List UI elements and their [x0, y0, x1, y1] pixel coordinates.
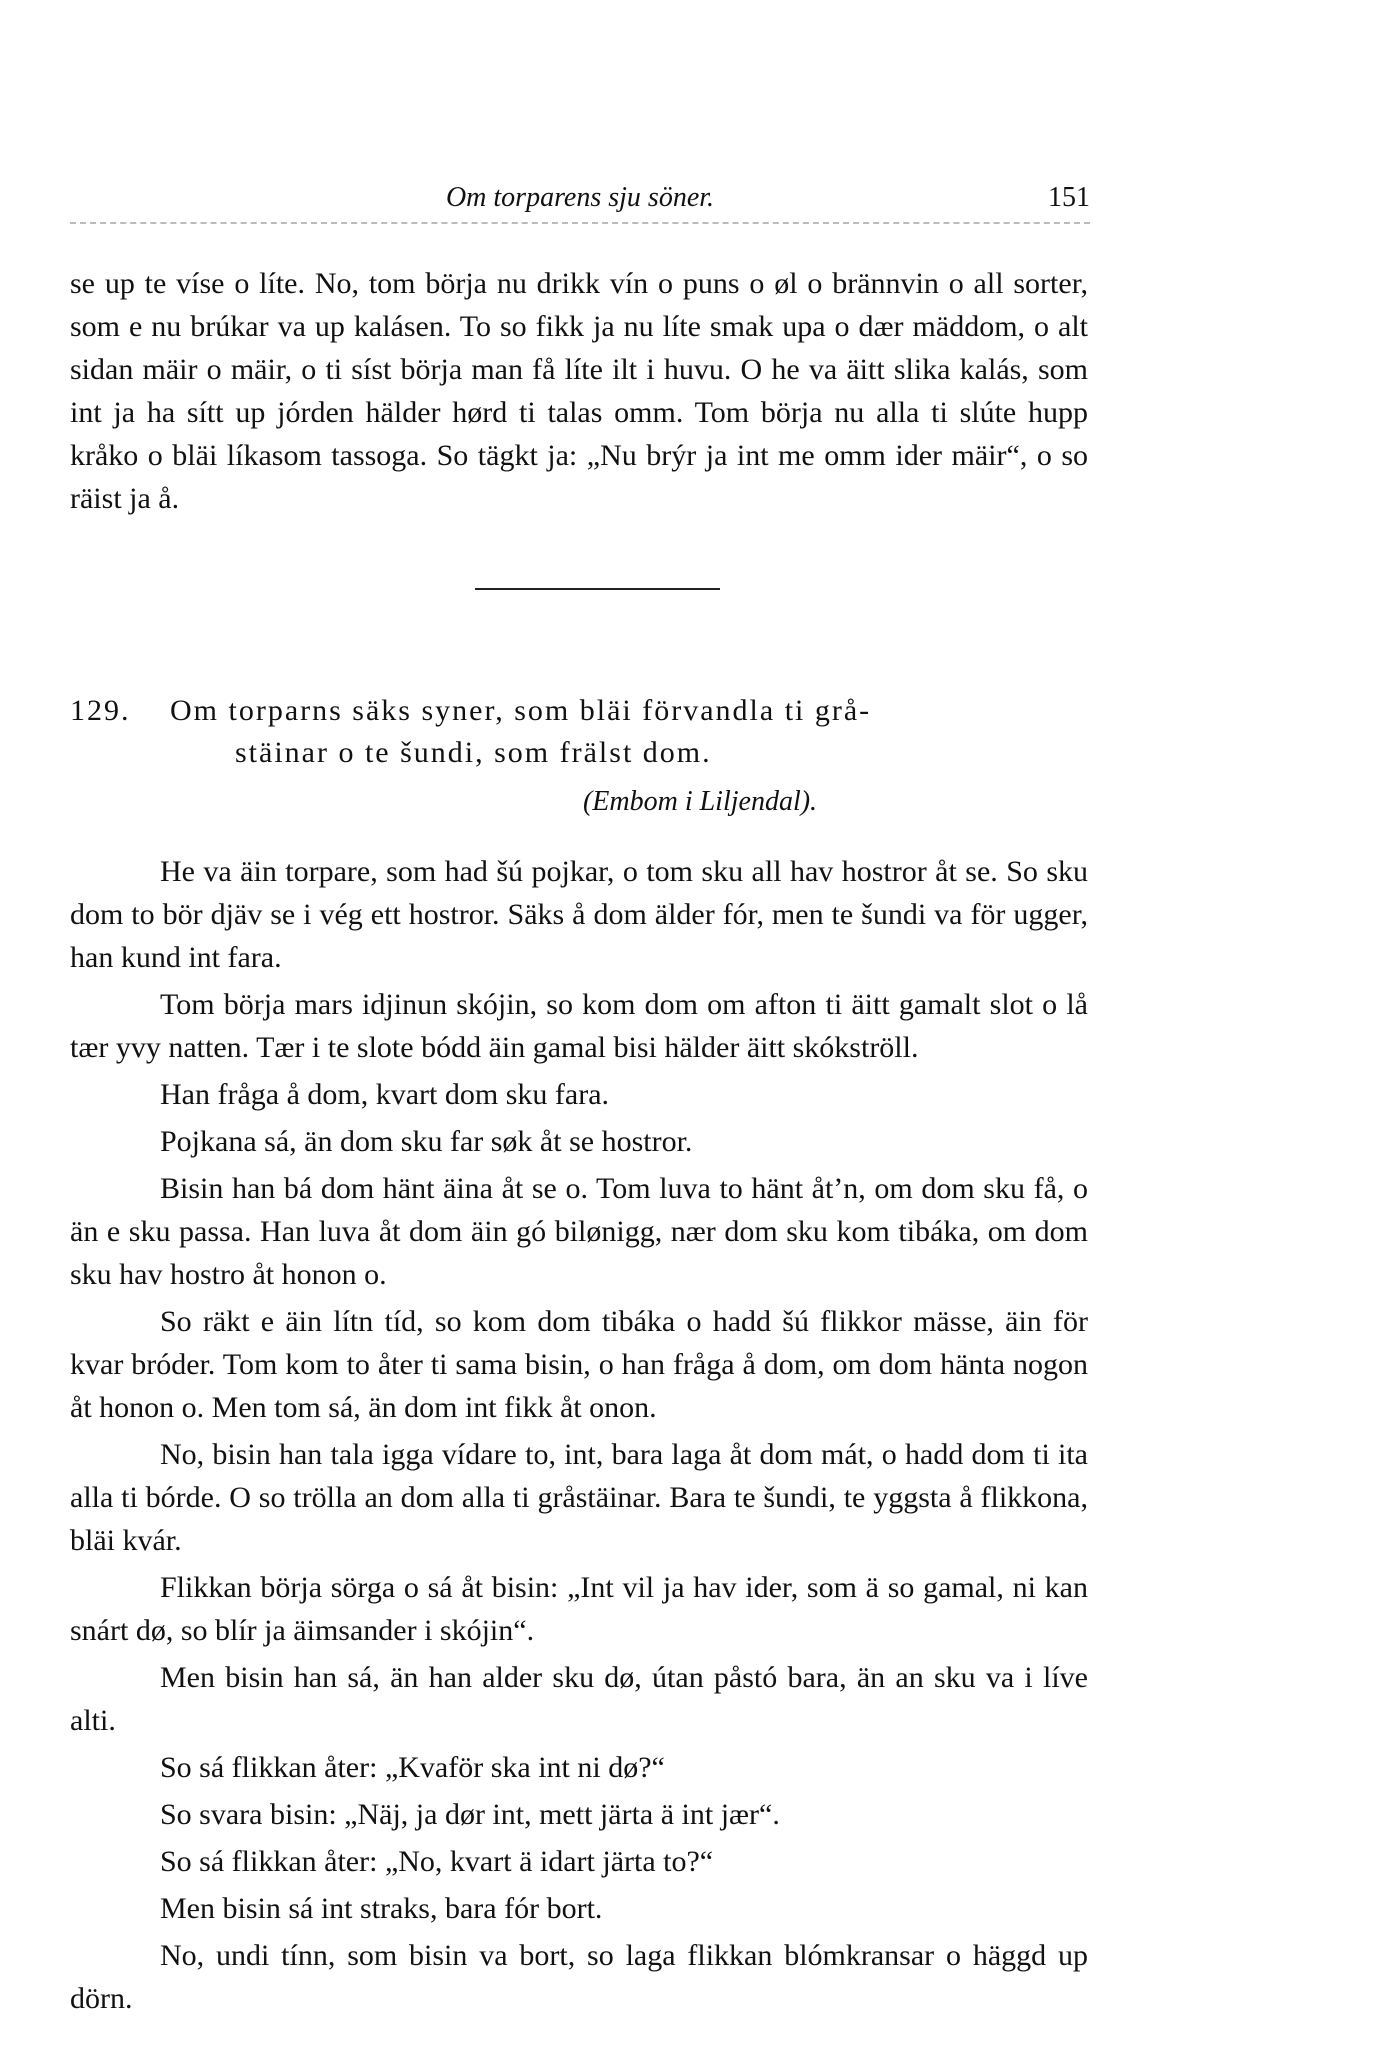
section-divider	[475, 588, 720, 590]
top-paragraph: se up te víse o líte. No, tom börja nu drikk vín o puns o øl o brännvin o all sorter, som e nu brúkar va up kalásen. To so fikk ja nu líte smak upa o dær mäddom, o alt sidan mäir o mäir, o ti síst börja man få líte ilt i huvu. O he va äitt slika kalás, som int ja ha sítt up jórden hälder hørd ti talas omm. Tom börja nu alla ti slúte hupp kråko o bläi líkasom tassoga. So tägkt ja: „Nu brýr ja int me omm ider mäir“, o so räist ja å.	[70, 267, 1088, 515]
tale-body	[70, 850, 1088, 2024]
tale-number: 129.	[70, 694, 131, 727]
running-title: Om torparens sju söner.	[445, 182, 715, 213]
tale-paragraph: So svara bisin: „Näj, ja dør int, mett järta ä int jær“.	[160, 1798, 780, 1831]
tale-paragraph: Flikkan börja sörga o sá åt bisin: „Int vil ja hav ider, som ä so gamal, ni kan snárt dø, so blír ja äimsander i skójin“.	[70, 1571, 1088, 1647]
tale-paragraph: Tom börja mars idjinun skójin, so kom dom om afton ti äitt gamalt slot o lå tær yvy natten. Tær i te slote bódd äin gamal bisi hälder äitt skókströll.	[70, 988, 1088, 1064]
tale-paragraph: So sá flikkan åter: „No, kvart ä idart järta to?“	[160, 1845, 714, 1878]
tale-paragraph: So sá flikkan åter: „Kvaför ska int ni dø?“	[160, 1751, 665, 1784]
top-text-block	[70, 262, 1088, 524]
tale-paragraph: No, bisin han tala igga vídare to, int, bara laga åt dom mát, o hadd dom ti ita alla ti bórde. O so trölla an dom alla ti gråstäinar. Bara te šundi, te yggsta å flikkona, bläi kvár.	[70, 1438, 1088, 1557]
tale-paragraph: He va äin torpare, som had šú pojkar, o tom sku all hav hostror åt se. So sku dom to bör djäv se i vég ett hostror. Säks å dom älder fór, men te šundi va för ugger, han kund int fara.	[70, 855, 1088, 974]
tale-paragraph: Men bisin han sá, än han alder sku dø, útan påstó bara, än an sku va i líve alti.	[70, 1661, 1088, 1737]
tale-paragraph: No, undi tínn, som bisin va bort, so laga flikkan blómkransar o häggd up dörn.	[70, 1939, 1088, 2015]
tale-paragraph: So räkt e äin lítn tíd, so kom dom tibáka o hadd šú flikkor mässe, äin för kvar bróder. Tom kom to åter ti sama bisin, o han fråga å dom, om dom hänta nogon åt honon o. Men tom sá, än dom int fikk åt onon.	[70, 1305, 1088, 1424]
tale-paragraph: Bisin han bá dom hänt äina åt se o. Tom luva to hänt åt’n, om dom sku få, o än e sku passa. Han luva åt dom äin gó bilønigg, nær dom sku kom tibáka, om dom sku hav hostro åt honon o.	[70, 1172, 1088, 1291]
tale-title-text-1: Om torparns säks syner, som bläi förvandla ti grå-	[170, 694, 872, 727]
tale-title-line-1	[70, 690, 1088, 732]
tale-paragraph: Men bisin sá int straks, bara fór bort.	[160, 1892, 603, 1925]
tale-paragraph: Han fråga å dom, kvart dom sku fara.	[160, 1078, 610, 1111]
tale-title-line-2: stäinar o te šundi, som frälst dom.	[235, 736, 712, 769]
tale-paragraph: Pojkana sá, än dom sku far søk åt se hostror.	[160, 1125, 693, 1158]
tale-source: (Embom i Liljendal).	[582, 786, 818, 817]
tale-heading	[70, 690, 1088, 774]
page-header	[70, 182, 1090, 224]
page-number: 151	[1048, 182, 1090, 213]
